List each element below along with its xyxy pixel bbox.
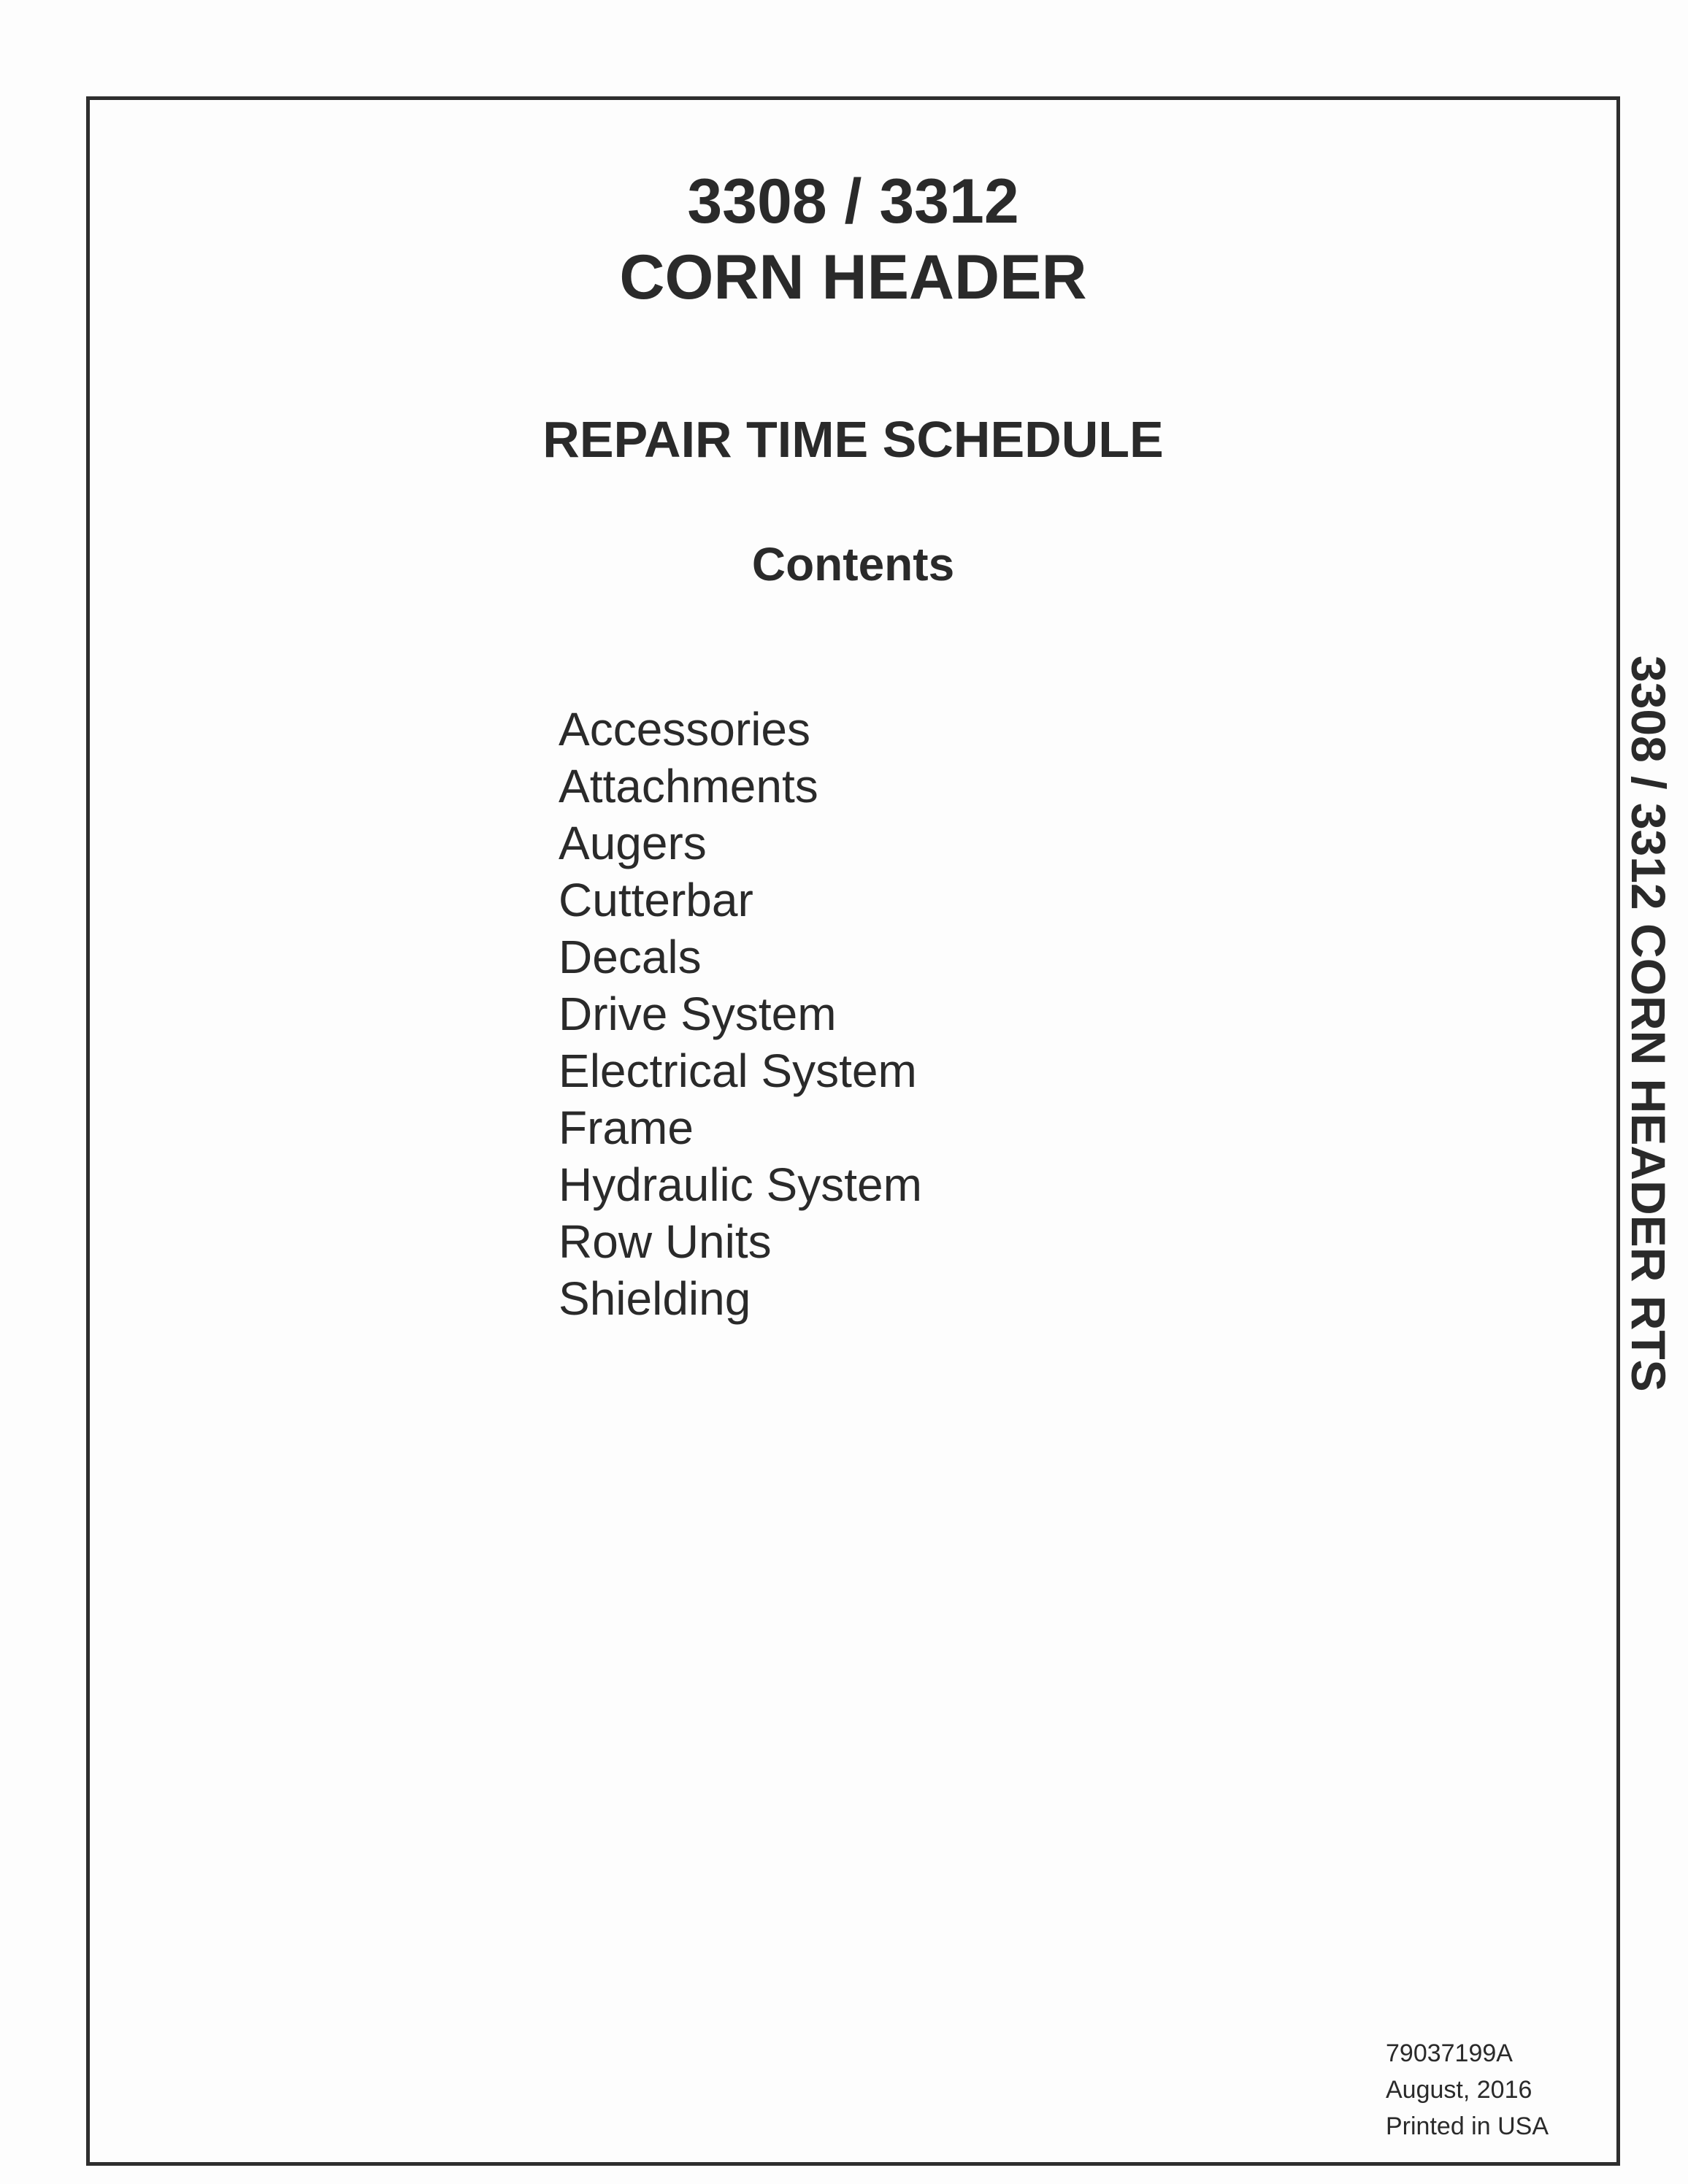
contents-item-cutterbar: Cutterbar	[559, 874, 753, 926]
contents-list	[559, 701, 922, 1327]
contents-item-row-units: Row Units	[559, 1215, 772, 1268]
contents-item-attachments: Attachments	[559, 760, 818, 812]
contents-item-accessories: Accessories	[559, 703, 810, 755]
document-subtitle: REPAIR TIME SCHEDULE	[542, 411, 1164, 468]
publication-date: August, 2016	[1386, 2076, 1532, 2104]
printed-location: Printed in USA	[1386, 2112, 1549, 2140]
contents-item-drive-system: Drive System	[559, 988, 837, 1040]
spine-label: 3308 / 3312 CORN HEADER RTS	[1622, 655, 1676, 1392]
document-title	[86, 164, 1620, 315]
contents-item-hydraulic-system: Hydraulic System	[559, 1158, 922, 1211]
product-name: CORN HEADER	[619, 242, 1087, 312]
contents-item-augers: Augers	[559, 817, 707, 869]
contents-item-decals: Decals	[559, 931, 702, 983]
model-number: 3308 / 3312	[687, 166, 1019, 237]
contents-item-electrical-system: Electrical System	[559, 1045, 917, 1097]
contents-heading: Contents	[751, 538, 955, 591]
imprint-block	[1386, 2035, 1549, 2145]
part-number: 79037199A	[1386, 2039, 1513, 2067]
contents-item-frame: Frame	[559, 1101, 694, 1154]
contents-item-shielding: Shielding	[559, 1272, 751, 1325]
